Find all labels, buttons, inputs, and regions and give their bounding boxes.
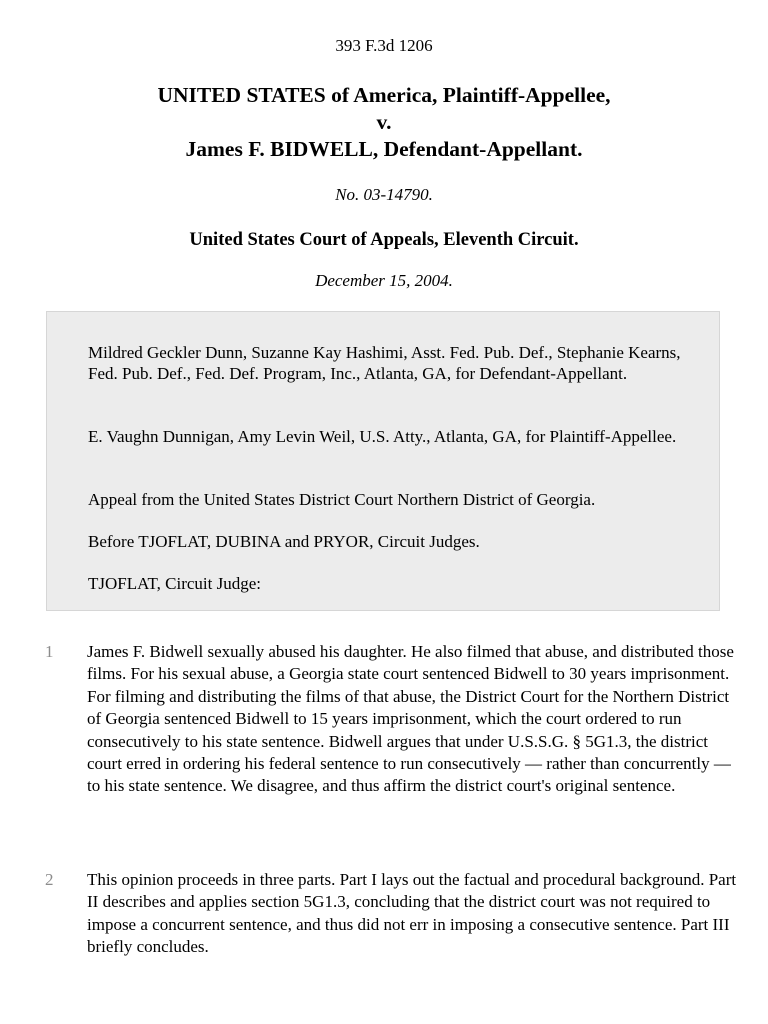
case-citation: 393 F.3d 1206 [335,36,433,55]
court-name: United States Court of Appeals, Eleventh Circuit. [189,230,579,250]
counsel-appellee: E. Vaughn Dunnigan, Amy Levin Weil, U.S. Atty., Atlanta, GA, for Plaintiff-Appellee. [88,427,677,446]
opinion-author: TJOFLAT, Circuit Judge: [88,574,261,593]
docket-number: No. 03-14790. [335,185,433,204]
decision-date: December 15, 2004. [315,271,453,290]
case-caption [0,82,768,163]
paragraph-number: 1 [45,642,54,661]
opinion-paragraph: This opinion proceeds in three parts. Part I lays out the factual and procedural background. Part II describes and applies section 5G1.3, concluding that the district court was not required to impose a concurrent sentence, and thus did not err in imposing a consecutive sentence. Part III briefly concludes. [87,870,737,957]
judicial-panel: Before TJOFLAT, DUBINA and PRYOR, Circuit Judges. [88,532,480,551]
opinion-paragraph: James F. Bidwell sexually abused his daughter. He also filmed that abuse, and distributed those films. For his sexual abuse, a Georgia state court sentenced Bidwell to 30 years imprisonment. For filming and distributing the films of that abuse, the District Court for the Northern District of Georgia sentenced Bidwell to 15 years imprisonment, which the court ordered to run consecutively to his state sentence. Bidwell argues that under U.S.S.G. § 5G1.3, the district court erred in ordering his federal sentence to run consecutively — rather than concurrently — to his state sentence. We disagree, and thus affirm the district court's original sentence. [87,642,734,796]
party-appellant: James F. BIDWELL, Defendant-Appellant. [185,137,583,161]
appeal-from: Appeal from the United States District Court Northern District of Georgia. [88,490,596,509]
party-appellee: UNITED STATES of America, Plaintiff-Appellee, [157,83,611,107]
paragraph-number: 2 [45,870,54,889]
counsel-appellant: Mildred Geckler Dunn, Suzanne Kay Hashimi, Asst. Fed. Pub. Def., Stephanie Kearns, Fed. Pub. Def., Fed. Def. Program, Inc., Atlanta, GA, for Defendant-Appellant. [88,343,681,383]
versus-label: v. [376,110,392,134]
prelims-box [46,311,720,611]
